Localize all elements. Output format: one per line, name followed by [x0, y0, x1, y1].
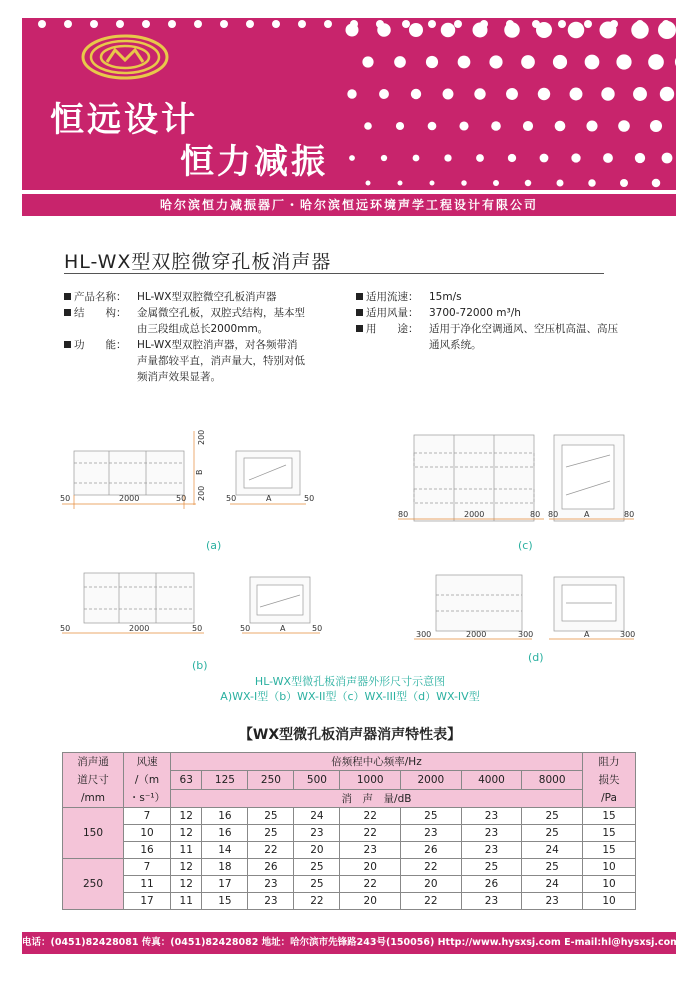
loss-cell: 15	[583, 842, 636, 859]
value-cell: 23	[248, 893, 294, 910]
dot	[660, 87, 674, 101]
value-cell: 24	[522, 842, 583, 859]
footer-contact: 电话：(0451)82428081 传真：(0451)82428082 地址：哈尔滨市先锋路243号(150056) Http://www.hysxsj.com E-mail:hl@hysxsj.com	[22, 932, 676, 954]
dim-label: 300	[518, 630, 534, 639]
speed-cell: 7	[124, 859, 171, 876]
dot	[459, 121, 468, 130]
bullet-square-icon	[64, 293, 71, 300]
dot	[394, 56, 406, 68]
dot	[246, 20, 254, 28]
bullet-square-icon	[356, 293, 363, 300]
loss-cell: 10	[583, 859, 636, 876]
spec-airflow: 适用风量： 3700-72000 m³/h	[356, 305, 419, 321]
diagram-label-d: (d)	[528, 651, 544, 664]
value-cell: 25	[522, 825, 583, 842]
slogan-line2: 恒力减振	[180, 142, 328, 182]
dot	[347, 89, 356, 98]
value-cell: 23	[461, 842, 522, 859]
size-cell: 150	[63, 808, 124, 859]
dot	[38, 20, 46, 28]
dot	[616, 54, 631, 69]
dim-label: 300	[416, 630, 432, 639]
diagram-caption-1: HL-WX型微孔板消声器外形尺寸示意图	[254, 675, 446, 688]
value-cell: 25	[294, 859, 340, 876]
value-cell: 22	[340, 808, 401, 825]
bullet-square-icon	[356, 325, 363, 332]
dot	[610, 20, 618, 28]
dot	[489, 55, 502, 68]
dot	[601, 87, 614, 100]
value-cell: 17	[202, 876, 248, 893]
value-cell: 25	[522, 859, 583, 876]
dot	[648, 54, 664, 70]
freq-cell: 1000	[340, 771, 401, 789]
dot	[168, 20, 176, 28]
dot	[458, 56, 471, 69]
dot	[350, 20, 358, 28]
value-cell: 16	[202, 825, 248, 842]
dim-label: 50	[226, 494, 237, 503]
value-cell: 12	[171, 859, 202, 876]
value-cell: 25	[294, 876, 340, 893]
dot	[428, 20, 436, 28]
header-size: 消声通 道尺寸 /mm	[63, 753, 124, 808]
dot	[570, 88, 583, 101]
diagram-label-a: (a)	[206, 539, 222, 552]
dot	[568, 22, 585, 39]
value-cell: 15	[202, 893, 248, 910]
dot	[443, 89, 454, 100]
dot	[376, 20, 384, 28]
dot	[398, 181, 403, 186]
value-cell: 22	[294, 893, 340, 910]
dot	[553, 55, 567, 69]
dot	[586, 120, 597, 131]
dot	[379, 89, 389, 99]
dim-label: 50	[176, 494, 187, 503]
size-cell: 250	[63, 859, 124, 910]
value-cell: 20	[294, 842, 340, 859]
dot	[508, 154, 516, 162]
freq-cell: 8000	[522, 771, 583, 789]
dot	[532, 20, 540, 28]
dim-label: 50	[60, 494, 71, 503]
table-row	[63, 893, 636, 910]
value-cell: 25	[248, 825, 294, 842]
dim-label: 50	[60, 624, 71, 633]
dot	[480, 20, 488, 28]
product-title: HL-WX型双腔微穿孔板消声器	[64, 251, 332, 273]
value-cell: 20	[401, 876, 462, 893]
bullet-square-icon	[64, 309, 71, 316]
dot	[633, 87, 647, 101]
dot	[362, 56, 373, 67]
dot	[523, 121, 533, 131]
bullet-square-icon	[356, 309, 363, 316]
dot	[366, 181, 371, 186]
spec-name: 产品名称： HL-WX型双腔微空孔板消声器	[64, 289, 127, 305]
value-cell: 25	[522, 808, 583, 825]
freq-cell: 4000	[461, 771, 522, 789]
value-cell: 22	[401, 893, 462, 910]
dot	[426, 56, 438, 68]
dot	[272, 20, 280, 28]
dot	[493, 180, 499, 186]
dot	[409, 23, 423, 37]
value-cell: 18	[202, 859, 248, 876]
spec-structure: 结 构： 金属微空孔板，双腔式结构，基本型 由三段组成总长2000mm。	[64, 305, 127, 321]
dimension-diagrams	[54, 405, 654, 705]
slogan-line1: 恒远设计	[50, 100, 198, 140]
dot	[540, 154, 549, 163]
value-cell: 12	[171, 876, 202, 893]
company-logo-icon	[80, 32, 170, 82]
dot	[474, 88, 485, 99]
spec-velocity: 适用流速： 15m/s	[356, 289, 419, 305]
dot	[571, 153, 580, 162]
dot	[538, 88, 550, 100]
dot	[116, 20, 124, 28]
table-row	[63, 825, 636, 842]
speed-cell: 7	[124, 808, 171, 825]
value-cell: 12	[171, 808, 202, 825]
loss-cell: 10	[583, 893, 636, 910]
dot	[675, 54, 676, 70]
dot	[142, 20, 150, 28]
dim-label: 50	[240, 624, 251, 633]
value-cell: 11	[171, 893, 202, 910]
dot	[324, 20, 332, 28]
dim-label: 50	[312, 624, 323, 633]
value-cell: 23	[461, 893, 522, 910]
spec-usage: 用 途： 适用于净化空调通风、空压机高温、高压 通风系统。	[356, 321, 419, 337]
freq-cell: 500	[294, 771, 340, 789]
table-row	[63, 859, 636, 876]
value-cell: 26	[401, 842, 462, 859]
dot	[349, 155, 355, 161]
dot	[635, 153, 645, 163]
dot	[650, 120, 662, 132]
value-cell: 23	[522, 893, 583, 910]
dot	[491, 121, 501, 131]
value-cell: 22	[340, 825, 401, 842]
dot	[652, 179, 661, 188]
table-row	[63, 876, 636, 893]
dim-label: B	[195, 469, 204, 475]
dim-label: 50	[304, 494, 315, 503]
table-body	[63, 808, 636, 910]
header-frequency: 倍频程中心频率/Hz	[171, 753, 583, 771]
dot	[298, 20, 306, 28]
value-cell: 14	[202, 842, 248, 859]
dim-label: 2000	[129, 624, 150, 633]
header-loss: 阻力 损失 /Pa	[583, 753, 636, 808]
dim-label: 2000	[464, 510, 485, 519]
spec-structure-value: 金属微空孔板，双腔式结构，基本型 由三段组成总长2000mm。	[137, 307, 305, 335]
freq-cell: 2000	[401, 771, 462, 789]
company-bar: 哈尔滨恒力减振器厂・哈尔滨恒远环境声学工程设计有限公司	[22, 194, 676, 216]
dot	[64, 20, 72, 28]
loss-cell: 15	[583, 808, 636, 825]
dot	[428, 122, 437, 131]
title-divider	[64, 273, 604, 274]
table-row	[63, 808, 636, 825]
dot	[411, 89, 421, 99]
dim-label: 50	[192, 624, 203, 633]
value-cell: 23	[461, 808, 522, 825]
value-cell: 22	[401, 859, 462, 876]
dot	[521, 55, 535, 69]
value-cell: 26	[248, 859, 294, 876]
dim-label: 300	[620, 630, 636, 639]
diagram-c	[398, 435, 634, 521]
dim-label: 200	[197, 485, 206, 501]
dot	[585, 55, 600, 70]
dot	[557, 180, 564, 187]
dim-label: 2000	[466, 630, 487, 639]
value-cell: 26	[461, 876, 522, 893]
spec-function-value: HL-WX型双腔消声器，对各频带消 声量都较平直，消声量大，特别对低 频消声效果显著。	[137, 339, 305, 383]
dot	[584, 20, 592, 28]
value-cell: 23	[461, 825, 522, 842]
value-cell: 23	[340, 842, 401, 859]
spec-function: 功 能： HL-WX型双腔消声器，对各频带消 声量都较平直，消声量大，特别对低 频消声效果显著。	[64, 337, 127, 353]
header-speed: 风速 /（m ・s⁻¹）	[124, 753, 171, 808]
dot	[525, 180, 532, 187]
value-cell: 11	[171, 842, 202, 859]
dot	[476, 154, 484, 162]
dim-label: 80	[530, 510, 541, 519]
dot	[461, 180, 467, 186]
dot	[506, 88, 518, 100]
speed-cell: 16	[124, 842, 171, 859]
dot	[618, 120, 630, 132]
table-row	[63, 842, 636, 859]
value-cell: 12	[171, 825, 202, 842]
value-cell: 25	[401, 808, 462, 825]
noise-table	[62, 752, 636, 910]
loss-cell: 15	[583, 825, 636, 842]
dim-label: 2000	[119, 494, 140, 503]
speed-cell: 17	[124, 893, 171, 910]
dot	[396, 122, 404, 130]
spec-name-value: HL-WX型双腔微空孔板消声器	[137, 291, 277, 303]
freq-cell: 63	[171, 771, 202, 789]
dot	[413, 155, 420, 162]
table-title: 【WX型微孔板消声器消声特性表】	[238, 727, 462, 743]
diagram-label-b: (b)	[192, 659, 208, 672]
dot	[381, 155, 387, 161]
value-cell: 20	[340, 893, 401, 910]
dot	[90, 20, 98, 28]
freq-cell: 125	[202, 771, 248, 789]
dot	[441, 23, 456, 38]
dim-label: 200	[197, 429, 206, 445]
value-cell: 16	[202, 808, 248, 825]
value-cell: 25	[461, 859, 522, 876]
dim-label: A	[584, 630, 590, 639]
value-cell: 22	[340, 876, 401, 893]
dot	[454, 20, 462, 28]
loss-cell: 10	[583, 876, 636, 893]
speed-cell: 11	[124, 876, 171, 893]
diagram-label-c: (c)	[518, 539, 533, 552]
freq-cell: 250	[248, 771, 294, 789]
dim-label: A	[584, 510, 590, 519]
dot	[662, 20, 670, 28]
value-cell: 24	[294, 808, 340, 825]
dot	[506, 20, 514, 28]
bullet-square-icon	[64, 341, 71, 348]
value-cell: 23	[294, 825, 340, 842]
dot	[220, 20, 228, 28]
diagram-caption-2: A)WX-I型（b）WX-II型（c）WX-III型（d）WX-IV型	[220, 690, 480, 703]
dim-label: 80	[548, 510, 559, 519]
header-banner	[22, 18, 676, 190]
header-noise: 消 声 量/dB	[171, 789, 583, 807]
value-cell: 23	[248, 876, 294, 893]
value-cell: 22	[248, 842, 294, 859]
value-cell: 24	[522, 876, 583, 893]
dot	[662, 153, 673, 164]
dot	[194, 20, 202, 28]
dim-label: 80	[398, 510, 409, 519]
dot	[588, 179, 596, 187]
value-cell: 23	[401, 825, 462, 842]
value-cell: 25	[248, 808, 294, 825]
dot	[555, 121, 566, 132]
dot	[364, 122, 372, 130]
dot	[558, 20, 566, 28]
dot	[430, 181, 435, 186]
dot	[620, 179, 628, 187]
speed-cell: 10	[124, 825, 171, 842]
dot	[402, 20, 410, 28]
dim-label: 80	[624, 510, 635, 519]
dot	[636, 20, 644, 28]
value-cell: 20	[340, 859, 401, 876]
dim-label: A	[280, 624, 286, 633]
dot	[603, 153, 613, 163]
dot	[444, 154, 451, 161]
dim-label: A	[266, 494, 272, 503]
